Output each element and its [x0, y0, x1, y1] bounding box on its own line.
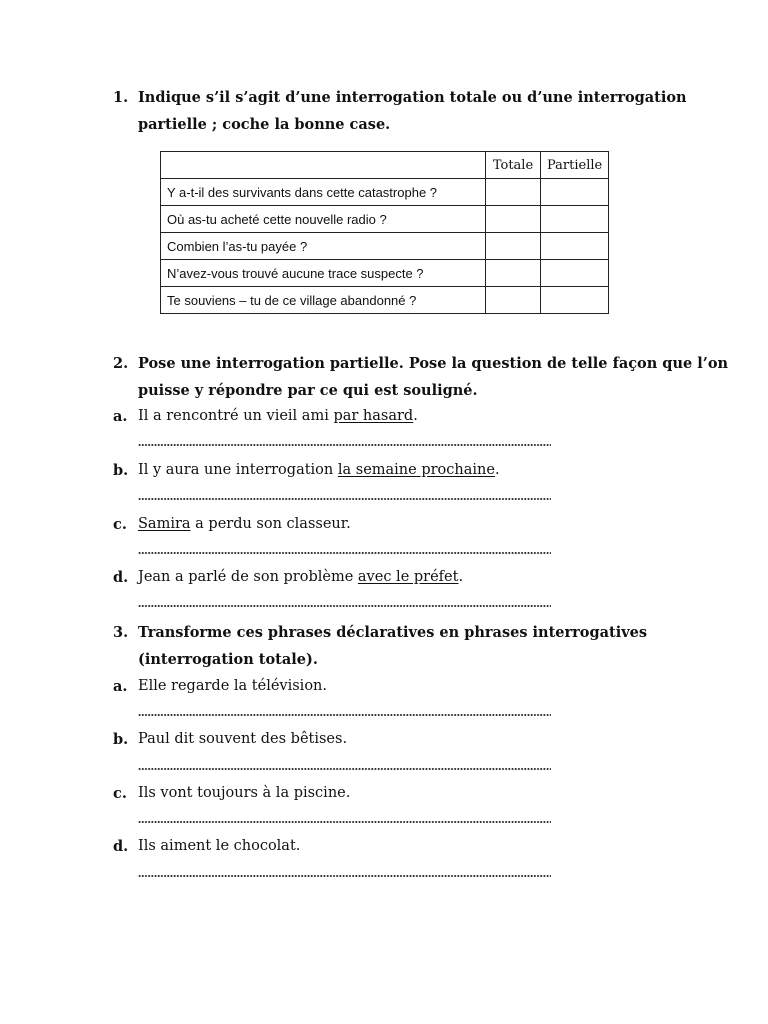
partielle-checkbox-cell[interactable]	[541, 260, 609, 287]
table-row-question: N’avez-vous trouvé aucune trace suspecte ?	[161, 260, 486, 287]
interrogation-type-table	[160, 151, 609, 314]
exercise-2-number: 2.	[113, 355, 129, 372]
sentence-end: .	[458, 569, 464, 585]
partielle-checkbox-cell[interactable]	[541, 287, 609, 314]
item-sentence: Paul dit souvent des bêtises.	[138, 731, 348, 747]
exercise-3-item-c	[0, 780, 768, 807]
sentence-end: a perdu son classeur.	[190, 516, 351, 532]
table-row	[161, 287, 609, 314]
exercise-3-instruction-line-1: Transforme ces phrases déclaratives en phrases interrogatives	[138, 624, 648, 641]
sentence-start: Jean a parlé de son problème	[138, 569, 358, 585]
partielle-checkbox-cell[interactable]	[541, 233, 609, 260]
exercise-2-item-d	[0, 564, 768, 591]
sentence-end: .	[413, 408, 418, 424]
table-header-row	[161, 152, 609, 179]
exercise-3-number: 3.	[113, 624, 129, 641]
item-letter: a.	[113, 678, 128, 695]
item-letter: b.	[113, 462, 129, 479]
item-letter: c.	[113, 785, 127, 802]
table-row-question: Où as-tu acheté cette nouvelle radio ?	[161, 206, 486, 233]
item-sentence: Elle regarde la télévision.	[138, 678, 327, 694]
underlined-phrase: la semaine prochaine	[337, 462, 495, 478]
item-sentence	[138, 511, 351, 538]
exercise-3-heading-line-1	[0, 619, 768, 646]
item-sentence: Ils vont toujours à la piscine.	[138, 785, 351, 801]
partielle-checkbox-cell[interactable]	[541, 179, 609, 206]
exercise-1-heading-line-2	[0, 111, 768, 138]
exercise-1-instruction-line-2: partielle ; coche la bonne case.	[138, 116, 391, 133]
exercise-2-item-b	[0, 457, 768, 484]
table-row	[161, 179, 609, 206]
totale-checkbox-cell[interactable]	[486, 287, 541, 314]
answer-line[interactable]	[138, 713, 551, 717]
sentence-end: .	[494, 462, 500, 478]
exercise-3-item-d	[0, 833, 768, 860]
exercise-2-heading-line-1	[0, 350, 768, 377]
exercise-1-number: 1.	[113, 89, 129, 106]
exercise-2-item-a	[0, 403, 768, 430]
totale-checkbox-cell[interactable]	[486, 179, 541, 206]
answer-line[interactable]	[138, 820, 551, 824]
table-row	[161, 260, 609, 287]
item-sentence: Ils aiment le chocolat.	[138, 838, 301, 854]
table-row	[161, 206, 609, 233]
table-row-question: Y a-t-il des survivants dans cette catastrophe ?	[161, 179, 486, 206]
table-header-empty	[161, 152, 486, 179]
exercise-2-item-c	[0, 511, 768, 538]
exercise-2-heading-line-2	[0, 377, 768, 404]
table-header-totale: Totale	[486, 152, 541, 179]
table-header-partielle: Partielle	[541, 152, 609, 179]
totale-checkbox-cell[interactable]	[486, 233, 541, 260]
sentence-start: Il a rencontré un vieil ami	[138, 408, 334, 424]
exercise-3-heading-line-2	[0, 646, 768, 673]
answer-line[interactable]	[138, 497, 551, 501]
answer-line[interactable]	[138, 443, 551, 447]
underlined-phrase: par hasard	[333, 408, 414, 424]
item-letter: b.	[113, 731, 129, 748]
item-letter: a.	[113, 408, 128, 425]
answer-line[interactable]	[138, 604, 551, 608]
exercise-2-instruction-line-2: puisse y répondre par ce qui est souligné.	[138, 382, 478, 399]
answer-line[interactable]	[138, 767, 551, 771]
item-sentence	[138, 457, 500, 484]
totale-checkbox-cell[interactable]	[486, 206, 541, 233]
table-row	[161, 233, 609, 260]
underlined-phrase: avec le préfet	[357, 569, 459, 585]
answer-line[interactable]	[138, 874, 551, 878]
totale-checkbox-cell[interactable]	[486, 260, 541, 287]
exercise-3-item-b	[0, 726, 768, 753]
table-row-question: Te souviens – tu de ce village abandonné ?	[161, 287, 486, 314]
exercise-1-instruction-line-1: Indique s’il s’agit d’une interrogation totale ou d’une interrogation	[138, 89, 687, 106]
underlined-phrase: Samira	[138, 516, 191, 532]
item-sentence	[138, 564, 463, 591]
table-row-question: Combien l’as-tu payée ?	[161, 233, 486, 260]
item-letter: d.	[113, 838, 129, 855]
answer-line[interactable]	[138, 551, 551, 555]
exercise-1-heading-line-1	[0, 84, 768, 111]
exercise-3-item-a	[0, 673, 768, 700]
partielle-checkbox-cell[interactable]	[541, 206, 609, 233]
item-letter: c.	[113, 516, 127, 533]
exercise-2-instruction-line-1: Pose une interrogation partielle. Pose la question de telle façon que l’on	[138, 355, 729, 372]
exercise-3-instruction-line-2: (interrogation totale).	[138, 651, 318, 668]
item-letter: d.	[113, 569, 129, 586]
item-sentence	[138, 403, 418, 430]
sentence-start: Il y aura une interrogation	[138, 462, 338, 478]
